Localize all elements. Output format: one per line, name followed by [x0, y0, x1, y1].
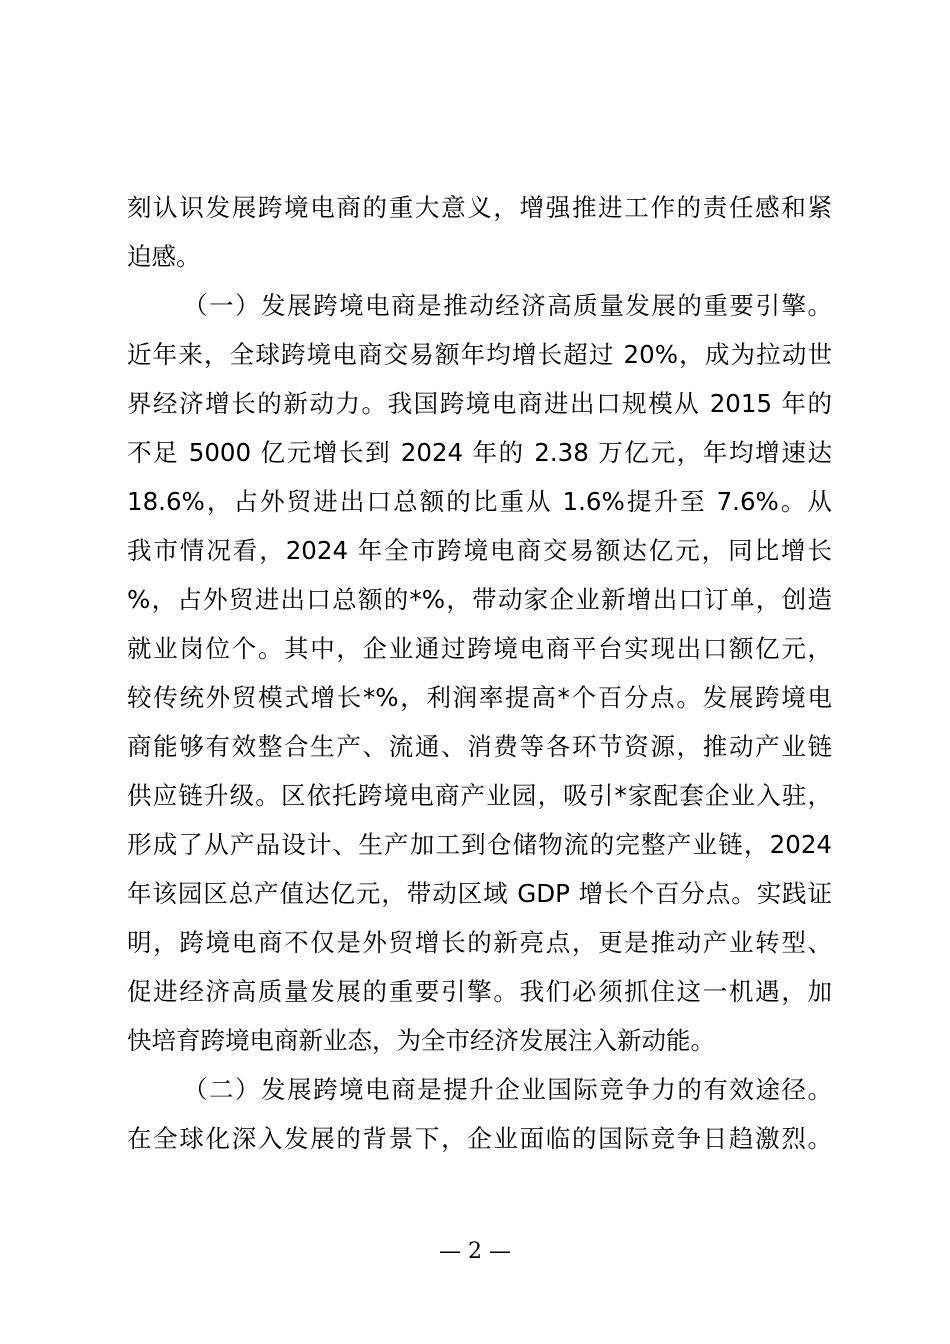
- text-line: 商能够有效整合生产、流通、消费等各环节资源，推动产业链: [127, 732, 832, 761]
- text-line: 快培育跨境电商新业态，为全市经济发展注入新动能。: [127, 1026, 715, 1055]
- text-line: 年该园区总产值达亿元，带动区域 GDP 增长个百分点。实践证: [127, 879, 832, 908]
- text-line: 较传统外贸模式增长*%，利润率提高*个百分点。发展跨境电: [127, 683, 832, 712]
- text-line: 在全球化深入发展的背景下，企业面临的国际竞争日趋激烈。: [127, 1124, 832, 1153]
- text-line: （一）发展跨境电商是推动经济高质量发展的重要引擎。: [183, 291, 832, 320]
- text-line: 迫感。: [127, 242, 201, 271]
- text-line: 不足 5000 亿元增长到 2024 年的 2.38 万亿元，年均增速达: [127, 438, 832, 467]
- text-line: 近年来，全球跨境电商交易额年均增长超过 20%，成为拉动世: [127, 340, 832, 369]
- text-line: 刻认识发展跨境电商的重大意义，增强推进工作的责任感和紧: [127, 193, 832, 222]
- text-line: 就业岗位个。其中，企业通过跨境电商平台实现出口额亿元，: [127, 634, 832, 663]
- text-line: （二）发展跨境电商是提升企业国际竞争力的有效途径。: [183, 1075, 832, 1104]
- text-line: 形成了从产品设计、生产加工到仓储物流的完整产业链，2024: [127, 830, 832, 859]
- text-line: 18.6%，占外贸进出口总额的比重从 1.6%提升至 7.6%。从: [127, 487, 832, 516]
- text-line: 界经济增长的新动力。我国跨境电商进出口规模从 2015 年的: [127, 389, 832, 418]
- text-line: 促进经济高质量发展的重要引擎。我们必须抓住这一机遇，加: [127, 977, 832, 1006]
- text-line: 明，跨境电商不仅是外贸增长的新亮点，更是推动产业转型、: [127, 928, 832, 957]
- text-line: %，占外贸进出口总额的*%，带动家企业新增出口订单，创造: [127, 585, 832, 614]
- page-number: — 2 —: [439, 1239, 511, 1264]
- text-line: 供应链升级。区依托跨境电商产业园，吸引*家配套企业入驻，: [127, 781, 832, 810]
- text-line: 我市情况看，2024 年全市跨境电商交易额达亿元，同比增长: [127, 536, 832, 565]
